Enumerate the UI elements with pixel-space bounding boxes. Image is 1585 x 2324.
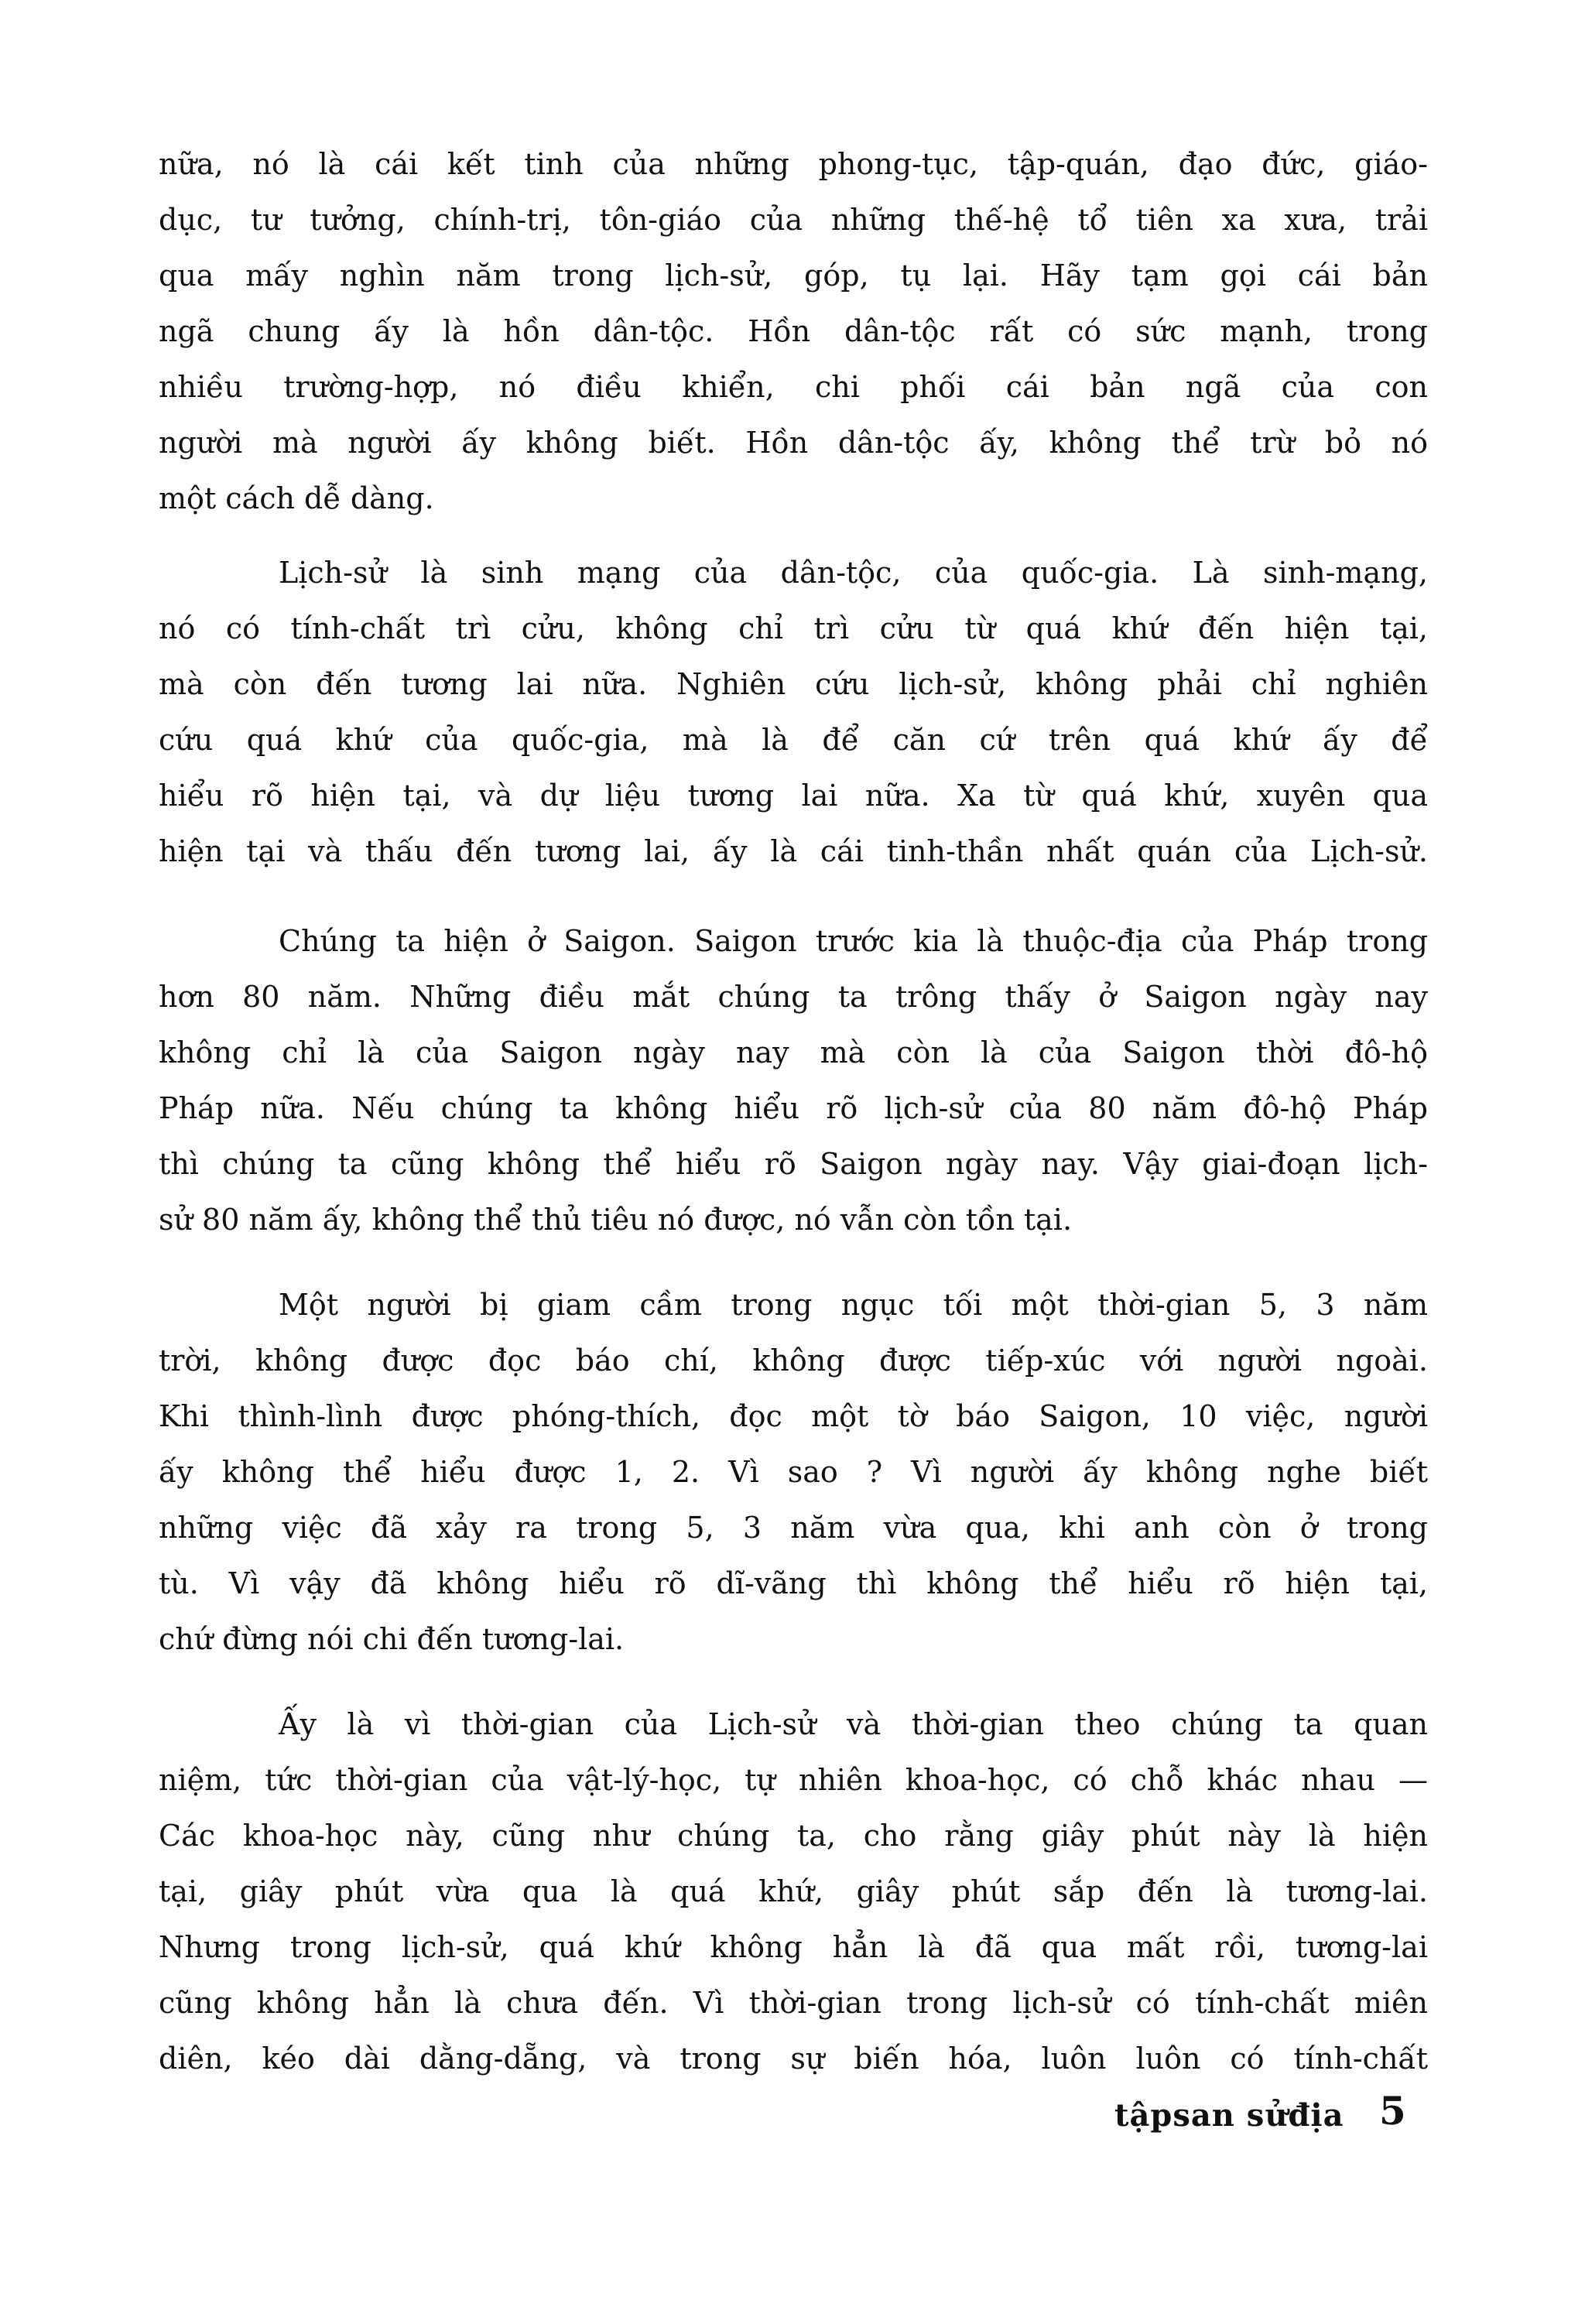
text-line: Pháp nữa. Nếu chúng ta không hiểu rõ lịch-sử của 80 năm đô-hộ Pháp (159, 1091, 1428, 1125)
text-line: hiện tại và thấu đến tương lai, ấy là cái tinh-thần nhất quán của Lịch-sử. (159, 834, 1428, 868)
text-line: cứu quá khứ của quốc-gia, mà là để căn cứ trên quá khứ ấy để (159, 723, 1428, 757)
text-line: nữa, nó là cái kết tinh của những phong-tục, tập-quán, đạo đức, giáo- (159, 147, 1428, 181)
text-line: cũng không hẳn là chưa đến. Vì thời-gian trong lịch-sử có tính-chất miên (159, 1986, 1428, 2020)
text-line: diên, kéo dài dằng-dẵng, và trong sự biến hóa, luôn luôn có tính-chất (159, 2042, 1428, 2076)
page-footer (1083, 2082, 1440, 2151)
text-line: Lịch-sử là sinh mạng của dân-tộc, của quốc-gia. Là sinh-mạng, (279, 556, 1428, 590)
text-line: thì chúng ta cũng không thể hiểu rõ Saigon ngày nay. Vậy giai-đoạn lịch- (159, 1147, 1428, 1181)
text-line: Chúng ta hiện ở Saigon. Saigon trước kia là thuộc-địa của Pháp trong (279, 924, 1428, 958)
text-line: người mà người ấy không biết. Hồn dân-tộc ấy, không thể trừ bỏ nó (159, 426, 1428, 460)
text-line: hơn 80 năm. Những điều mắt chúng ta trông thấy ở Saigon ngày nay (159, 980, 1428, 1014)
text-line: ấy không thể hiểu được 1, 2. Vì sao ? Vì người ấy không nghe biết (159, 1455, 1428, 1489)
text-line: Khi thình-lình được phóng-thích, đọc một tờ báo Saigon, 10 việc, người (159, 1399, 1428, 1433)
text-line: niệm, tức thời-gian của vật-lý-học, tự nhiên khoa-học, có chỗ khác nhau — (159, 1763, 1428, 1797)
text-line: những việc đã xảy ra trong 5, 3 năm vừa qua, khi anh còn ở trong (159, 1511, 1428, 1545)
text-line: hiểu rõ hiện tại, và dự liệu tương lai nữa. Xa từ quá khứ, xuyên qua (159, 779, 1428, 813)
text-line: tù. Vì vậy đã không hiểu rõ dĩ-vãng thì không thể hiểu rõ hiện tại, (159, 1566, 1428, 1600)
text-line: nhiều trường-hợp, nó điều khiển, chi phối cái bản ngã của con (159, 370, 1428, 404)
text-line: Ấy là vì thời-gian của Lịch-sử và thời-gian theo chúng ta quan (279, 1707, 1428, 1741)
text-line: mà còn đến tương lai nữa. Nghiên cứu lịch-sử, không phải chỉ nghiên (159, 667, 1428, 701)
text-line: Các khoa-học này, cũng như chúng ta, cho rằng giây phút này là hiện (159, 1819, 1428, 1853)
text-line: không chỉ là của Saigon ngày nay mà còn là của Saigon thời đô-hộ (159, 1035, 1428, 1070)
text-line: nó có tính-chất trì cửu, không chỉ trì cửu từ quá khứ đến hiện tại, (159, 611, 1428, 645)
text-line: Nhưng trong lịch-sử, quá khứ không hẳn là đã qua mất rồi, tương-lai (159, 1930, 1428, 1964)
text-line: chứ đừng nói chi đến tương-lai. (159, 1622, 625, 1656)
text-line: ngã chung ấy là hồn dân-tộc. Hồn dân-tộc rất có sức mạnh, trong (159, 314, 1428, 348)
text-line: tại, giây phút vừa qua là quá khứ, giây phút sắp đến là tương-lai. (159, 1874, 1428, 1908)
text-line: một cách dễ dàng. (159, 481, 434, 515)
text-line: trời, không được đọc báo chí, không được tiếp-xúc với người ngoài. (159, 1343, 1428, 1378)
text-line: qua mấy nghìn năm trong lịch-sử, góp, tụ lại. Hãy tạm gọi cái bản (159, 258, 1428, 293)
text-line: dục, tư tưởng, chính-trị, tôn-giáo của những thế-hệ tổ tiên xa xưa, trải (159, 203, 1428, 237)
publication-title: tậpsan sửđịa (1114, 2097, 1344, 2134)
page-number: 5 (1379, 2088, 1406, 2134)
text-line: sử 80 năm ấy, không thể thủ tiêu nó được, nó vẫn còn tồn tại. (159, 1203, 1073, 1237)
text-line: Một người bị giam cầm trong ngục tối một thời-gian 5, 3 năm (279, 1288, 1428, 1322)
